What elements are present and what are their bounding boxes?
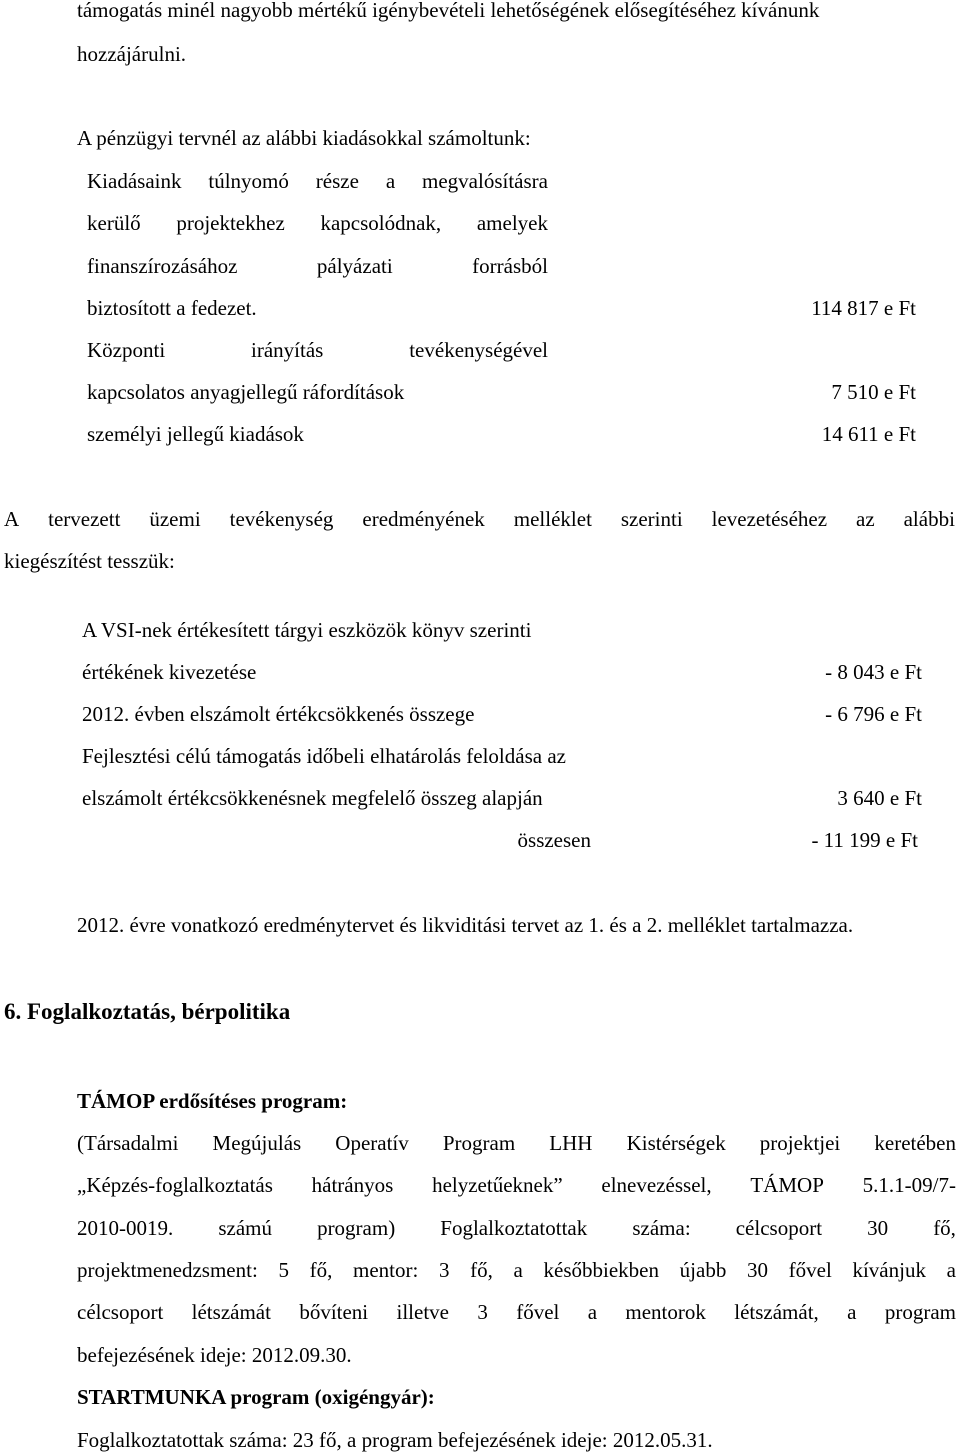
tamop-line-5: célcsoport létszámát bővíteni illetve 3 fővel a mentorok létszámát, a program [77, 1300, 956, 1324]
adjustment-total-label: összesen [517, 828, 591, 852]
annex-note: 2012. évre vonatkozó eredménytervet és likviditási tervet az 1. és a 2. melléklet tartalmazza. [77, 913, 854, 937]
adjustment-vsi-line-2: értékének kivezetése [82, 660, 257, 684]
adjustment-vsi-line-1: A VSI-nek értékesített tárgyi eszközök könyv szerinti [82, 618, 532, 642]
startmunka-heading: STARTMUNKA program (oxigéngyár): [77, 1385, 435, 1409]
supplement-line-2: kiegészítést tesszük: [4, 549, 175, 573]
adjustment-total-amount: - 11 199 e Ft [811, 828, 918, 852]
intro-line-1: támogatás minél nagyobb mértékű igénybevételi lehetőségének elősegítéséhez kívánunk [77, 0, 820, 22]
expense-projects-amount: 114 817 e Ft [811, 296, 916, 320]
tamop-line-4: projektmenedzsment: 5 fő, mentor: 3 fő, a későbbiekben újabb 30 fővel kívánjuk a [77, 1258, 956, 1282]
expense-personnel-label: személyi jellegű kiadások [87, 422, 304, 446]
adjustment-depreciation-label: 2012. évben elszámolt értékcsökkenés összege [82, 702, 475, 726]
adjustment-depreciation-amount: - 6 796 e Ft [825, 702, 922, 726]
adjustment-grant-amount: 3 640 e Ft [837, 786, 922, 810]
adjustment-grant-line-2: elszámolt értékcsökkenésnek megfelelő összeg alapján [82, 786, 543, 810]
startmunka-line-1: Foglalkoztatottak száma: 23 fő, a program befejezésének ideje: 2012.05.31. [77, 1428, 713, 1452]
tamop-line-3: 2010-0019. számú program) Foglalkoztatottak száma: célcsoport 30 fő, [77, 1216, 956, 1240]
expense-projects-line-1: Kiadásaink túlnyomó része a megvalósításra [87, 169, 548, 193]
section-6-title: 6. Foglalkoztatás, bérpolitika [4, 999, 291, 1024]
supplement-line-1: A tervezett üzemi tevékenység eredményének melléklet szerinti levezetéséhez az alábbi [4, 507, 955, 531]
expense-central-amount: 7 510 e Ft [831, 380, 916, 404]
adjustment-grant-line-1: Fejlesztési célú támogatás időbeli elhatárolás feloldása az [82, 744, 566, 768]
tamop-line-6: befejezésének ideje: 2012.09.30. [77, 1343, 352, 1367]
expense-projects-line-2: kerülő projektekhez kapcsolódnak, amelyek [87, 211, 548, 235]
adjustment-vsi-amount: - 8 043 e Ft [825, 660, 922, 684]
expense-personnel-amount: 14 611 e Ft [821, 422, 916, 446]
tamop-heading: TÁMOP erdősítéses program: [77, 1089, 348, 1113]
expense-projects-line-4: biztosított a fedezet. [87, 296, 257, 320]
tamop-line-1: (Társadalmi Megújulás Operatív Program LHH Kistérségek projektjei keretében [77, 1131, 956, 1155]
expenses-heading: A pénzügyi tervnél az alábbi kiadásokkal számoltunk: [77, 126, 531, 150]
expense-central-line-2: kapcsolatos anyagjellegű ráfordítások [87, 380, 405, 404]
tamop-line-2: „Képzés-foglalkoztatás hátrányos helyzetűeknek” elnevezéssel, TÁMOP 5.1.1-09/7- [77, 1173, 956, 1197]
expense-central-line-1: Központi irányítás tevékenységével [87, 338, 548, 362]
intro-line-2: hozzájárulni. [77, 42, 187, 66]
expense-projects-line-3: finanszírozásához pályázati forrásból [87, 254, 548, 278]
